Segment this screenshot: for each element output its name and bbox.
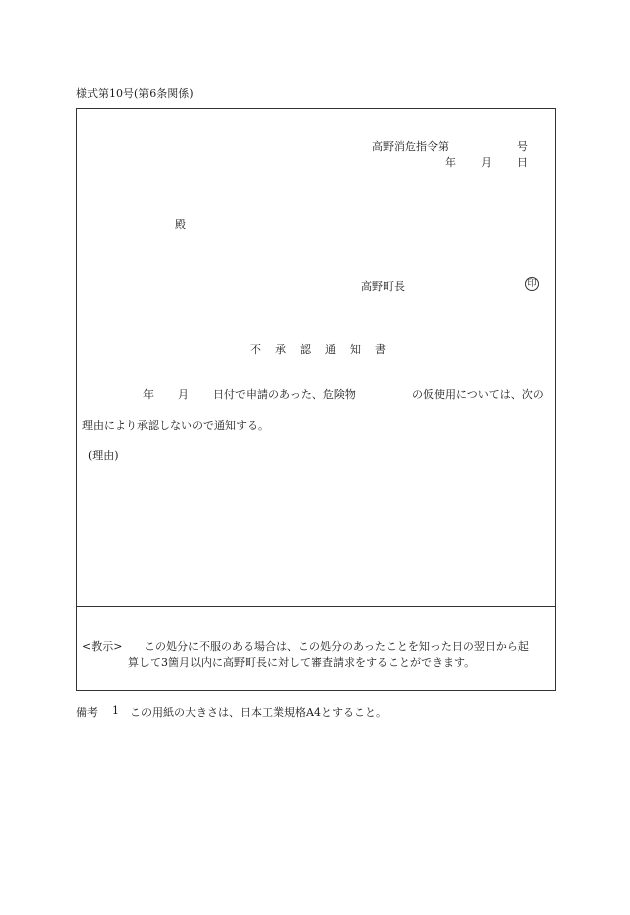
body-line2: 理由により承認しないので通知する。 (82, 419, 269, 432)
reason-label: (理由) (88, 449, 119, 462)
body-month: 月 (178, 388, 189, 401)
document-title-char: 書 (375, 343, 386, 356)
notice-label: <教示> (82, 640, 123, 653)
addressee-honorific: 殿 (175, 218, 186, 231)
notice-line1: この処分に不服のある場合は、この処分のあったことを知った日の翌日から起 (144, 640, 529, 653)
notice-divider (76, 606, 556, 607)
body-line1-part2: の仮使用については、次の (412, 388, 544, 401)
doc-number-prefix: 高野消危指令第 (372, 140, 449, 153)
date-month: 月 (481, 156, 492, 169)
document-title-char: 不 (250, 343, 261, 356)
seal-icon: 印 (525, 277, 539, 291)
issuer-title: 高野町長 (361, 280, 405, 293)
remarks-text: この用紙の大きさは、日本工業規格A4とすること。 (130, 706, 387, 719)
document-title-char: 認 (300, 343, 311, 356)
remarks-number: 1 (112, 704, 119, 717)
doc-number-suffix: 号 (517, 140, 528, 153)
date-day: 日 (517, 156, 528, 169)
document-title-char: 通 (325, 343, 336, 356)
document-title-char: 承 (275, 343, 286, 356)
remarks-label: 備考 (76, 706, 98, 719)
document-title-char: 知 (350, 343, 361, 356)
form-label: 様式第10号(第6条関係) (76, 87, 194, 100)
notice-line2: 算して3箇月以内に高野町長に対して審査請求をすることができます。 (128, 656, 476, 669)
body-line1-part1: 日付で申請のあった、危険物 (213, 388, 356, 401)
date-year: 年 (445, 156, 456, 169)
body-year: 年 (143, 388, 154, 401)
